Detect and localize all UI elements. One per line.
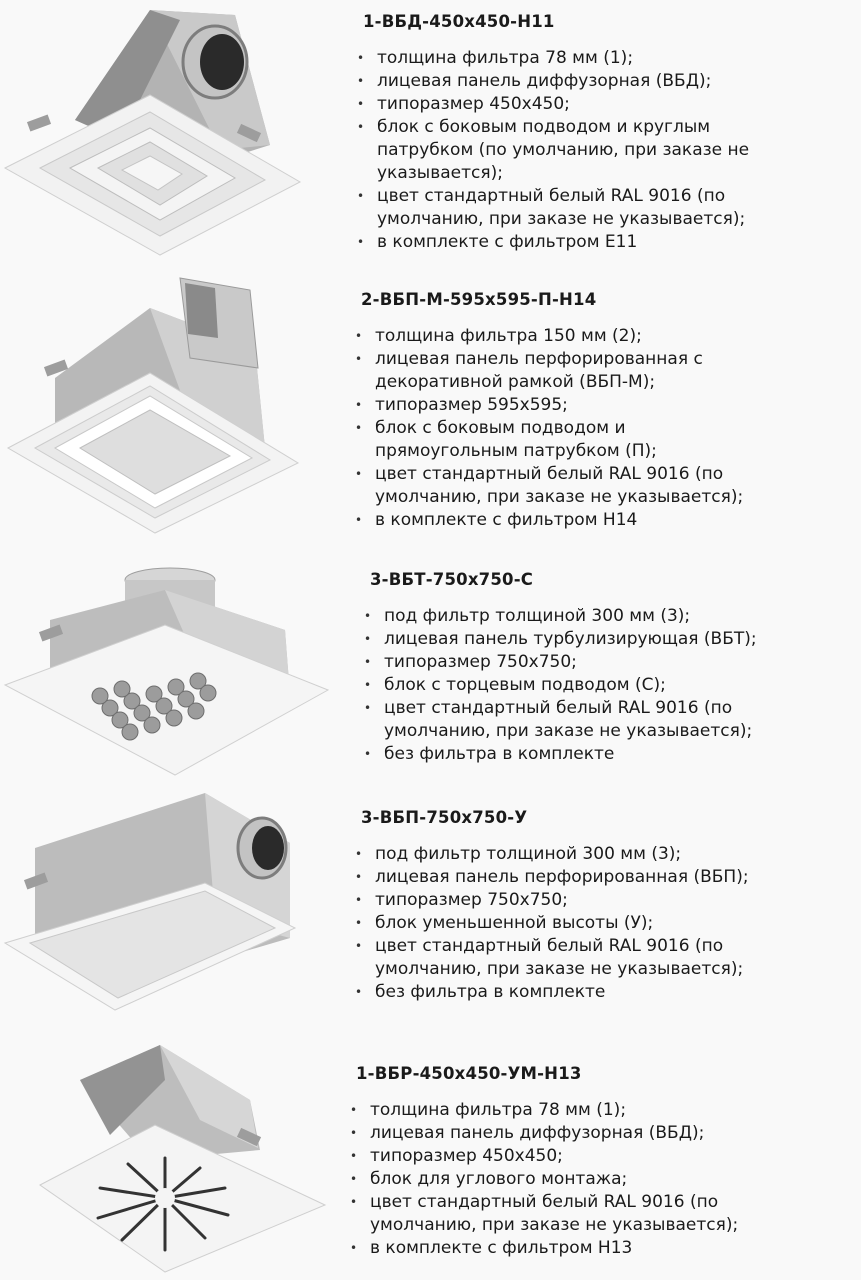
swirl-diffuser-corner-mount-icon <box>0 1040 330 1280</box>
spec-item: • блок с торцевым подводом (С); <box>364 674 757 697</box>
spec-item: • типоразмер 450х450; <box>357 93 749 116</box>
square-diffuser-round-duct-icon <box>0 0 320 262</box>
spec-item: • толщина фильтра 78 мм (1); <box>357 47 749 70</box>
product-card <box>0 560 861 785</box>
spec-item: • толщина фильтра 150 мм (2); <box>355 325 743 348</box>
product-card <box>0 788 861 1018</box>
spec-list <box>357 47 749 254</box>
product-title: 1-ВБР-450х450-УМ-Н13 <box>356 1064 582 1083</box>
product-card <box>0 268 861 538</box>
spec-item: • лицевая панель перфорированная с декоративной рамкой (ВБП-М); <box>355 348 743 394</box>
spec-list <box>355 843 749 1004</box>
spec-item: • цвет стандартный белый RAL 9016 (по умолчанию, при заказе не указывается); <box>350 1191 738 1237</box>
perforated-panel-low-height-icon <box>0 788 320 1018</box>
spec-item: • цвет стандартный белый RAL 9016 (по умолчанию, при заказе не указывается); <box>357 185 749 231</box>
turbulizing-panel-top-duct-icon <box>0 560 330 785</box>
spec-item: • блок с боковым подводом и прямоугольным патрубком (П); <box>355 417 743 463</box>
spec-item: • блок для углового монтажа; <box>350 1168 738 1191</box>
spec-item: • без фильтра в комплекте <box>364 743 757 766</box>
spec-item: • типоразмер 750х750; <box>364 651 757 674</box>
spec-list <box>355 325 743 532</box>
spec-item: • лицевая панель диффузорная (ВБД); <box>357 70 749 93</box>
spec-item: • лицевая панель диффузорная (ВБД); <box>350 1122 738 1145</box>
spec-item: • под фильтр толщиной 300 мм (3); <box>355 843 749 866</box>
spec-item: • без фильтра в комплекте <box>355 981 749 1004</box>
product-title: 1-ВБД-450х450-Н11 <box>363 12 555 31</box>
spec-item: • лицевая панель перфорированная (ВБП); <box>355 866 749 889</box>
product-title: 3-ВБП-750х750-У <box>361 808 528 827</box>
product-card <box>0 0 861 262</box>
product-title: 3-ВБТ-750х750-С <box>370 570 534 589</box>
spec-list <box>350 1099 738 1260</box>
spec-item: • цвет стандартный белый RAL 9016 (по умолчанию, при заказе не указывается); <box>364 697 757 743</box>
spec-item: • блок уменьшенной высоты (У); <box>355 912 749 935</box>
spec-item: • в комплекте с фильтром Н14 <box>355 509 743 532</box>
spec-list <box>364 605 757 766</box>
spec-item: • типоразмер 750х750; <box>355 889 749 912</box>
perforated-panel-rect-duct-icon <box>0 268 320 538</box>
spec-item: • блок с боковым подводом и круглым патрубком (по умолчанию, при заказе не указывается); <box>357 116 749 185</box>
spec-item: • в комплекте с фильтром Е11 <box>357 231 749 254</box>
spec-item: • лицевая панель турбулизирующая (ВБТ); <box>364 628 757 651</box>
spec-item: • типоразмер 450х450; <box>350 1145 738 1168</box>
spec-item: • цвет стандартный белый RAL 9016 (по умолчанию, при заказе не указывается); <box>355 463 743 509</box>
spec-item: • цвет стандартный белый RAL 9016 (по умолчанию, при заказе не указывается); <box>355 935 749 981</box>
spec-item: • в комплекте с фильтром Н13 <box>350 1237 738 1260</box>
spec-item: • толщина фильтра 78 мм (1); <box>350 1099 738 1122</box>
spec-item: • типоразмер 595х595; <box>355 394 743 417</box>
product-card <box>0 1040 861 1280</box>
product-title: 2-ВБП-М-595х595-П-Н14 <box>361 290 597 309</box>
spec-item: • под фильтр толщиной 300 мм (3); <box>364 605 757 628</box>
